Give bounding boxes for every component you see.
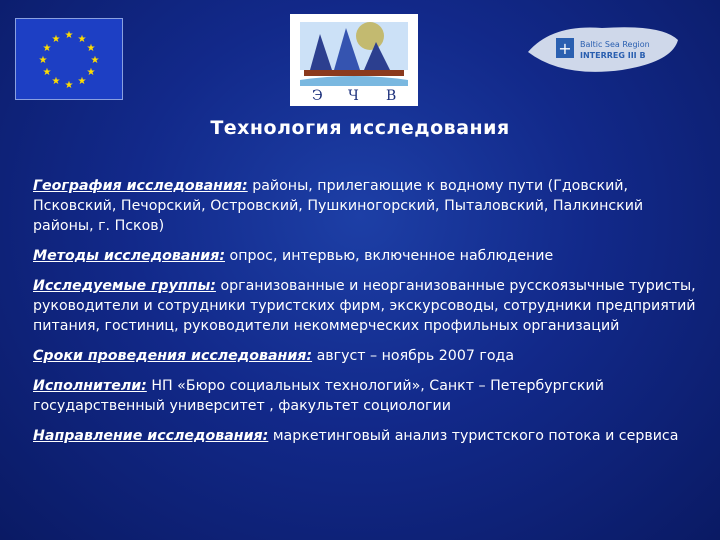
section-text: НП «Бюро социальных технологий», Санкт – Петербургский государственный университет , факультет социологии (33, 378, 604, 414)
section-performers (33, 376, 705, 416)
section-label: Направление исследования: (33, 428, 269, 444)
svg-text:★: ★ (86, 43, 96, 54)
section-label: Исполнители: (33, 378, 147, 394)
svg-text:★: ★ (77, 76, 87, 87)
section-label: География исследования: (33, 178, 248, 194)
svg-text:★: ★ (64, 80, 74, 91)
slide-title: Технология исследования (210, 117, 510, 139)
section-label: Исследуемые группы: (33, 278, 216, 294)
svg-text:★: ★ (42, 67, 52, 78)
svg-text:★: ★ (51, 34, 61, 45)
section-text: август – ноябрь 2007 года (312, 348, 515, 364)
interreg-text-line1: Baltic Sea Region (580, 40, 650, 49)
svg-text:★: ★ (86, 67, 96, 78)
section-groups (33, 276, 705, 336)
section-label: Сроки проведения исследования: (33, 348, 313, 364)
logo-letter-e: Э (312, 88, 323, 104)
section-text: маркетинговый анализ туристского потока и сервиса (268, 428, 679, 444)
section-methods (33, 246, 705, 266)
svg-text:★: ★ (42, 43, 52, 54)
project-logo (290, 14, 418, 106)
svg-text:★: ★ (77, 34, 87, 45)
logo-letter-v: В (386, 88, 397, 104)
interreg-logo (522, 18, 682, 80)
eu-flag-logo (15, 18, 123, 100)
section-label: Методы исследования: (33, 248, 225, 264)
svg-text:★: ★ (90, 55, 100, 66)
section-direction (33, 426, 705, 446)
section-geography (33, 176, 705, 236)
section-text: организованные и неорганизованные русскоязычные туристы, руководители и сотрудники туристских фирм, экскурсоводы, сотрудники предприятий питания, гостиниц, руководители некоммерческих профильных организаций (33, 278, 696, 334)
svg-text:★: ★ (38, 55, 48, 66)
section-text: опрос, интервью, включенное наблюдение (225, 248, 554, 264)
svg-text:★: ★ (64, 30, 74, 41)
svg-text:+: + (558, 39, 572, 58)
content-body (33, 176, 705, 456)
section-text: районы, прилегающие к водному пути (Гдовский, Псковский, Печорский, Островский, Пушкиногорский, Пыталовский, Палкинский районы, г. Псков) (33, 178, 644, 234)
interreg-text-line2: INTERREG III B (580, 51, 646, 60)
section-timing (33, 346, 705, 366)
svg-text:★: ★ (51, 76, 61, 87)
logo-letter-ch: Ч (348, 88, 359, 104)
